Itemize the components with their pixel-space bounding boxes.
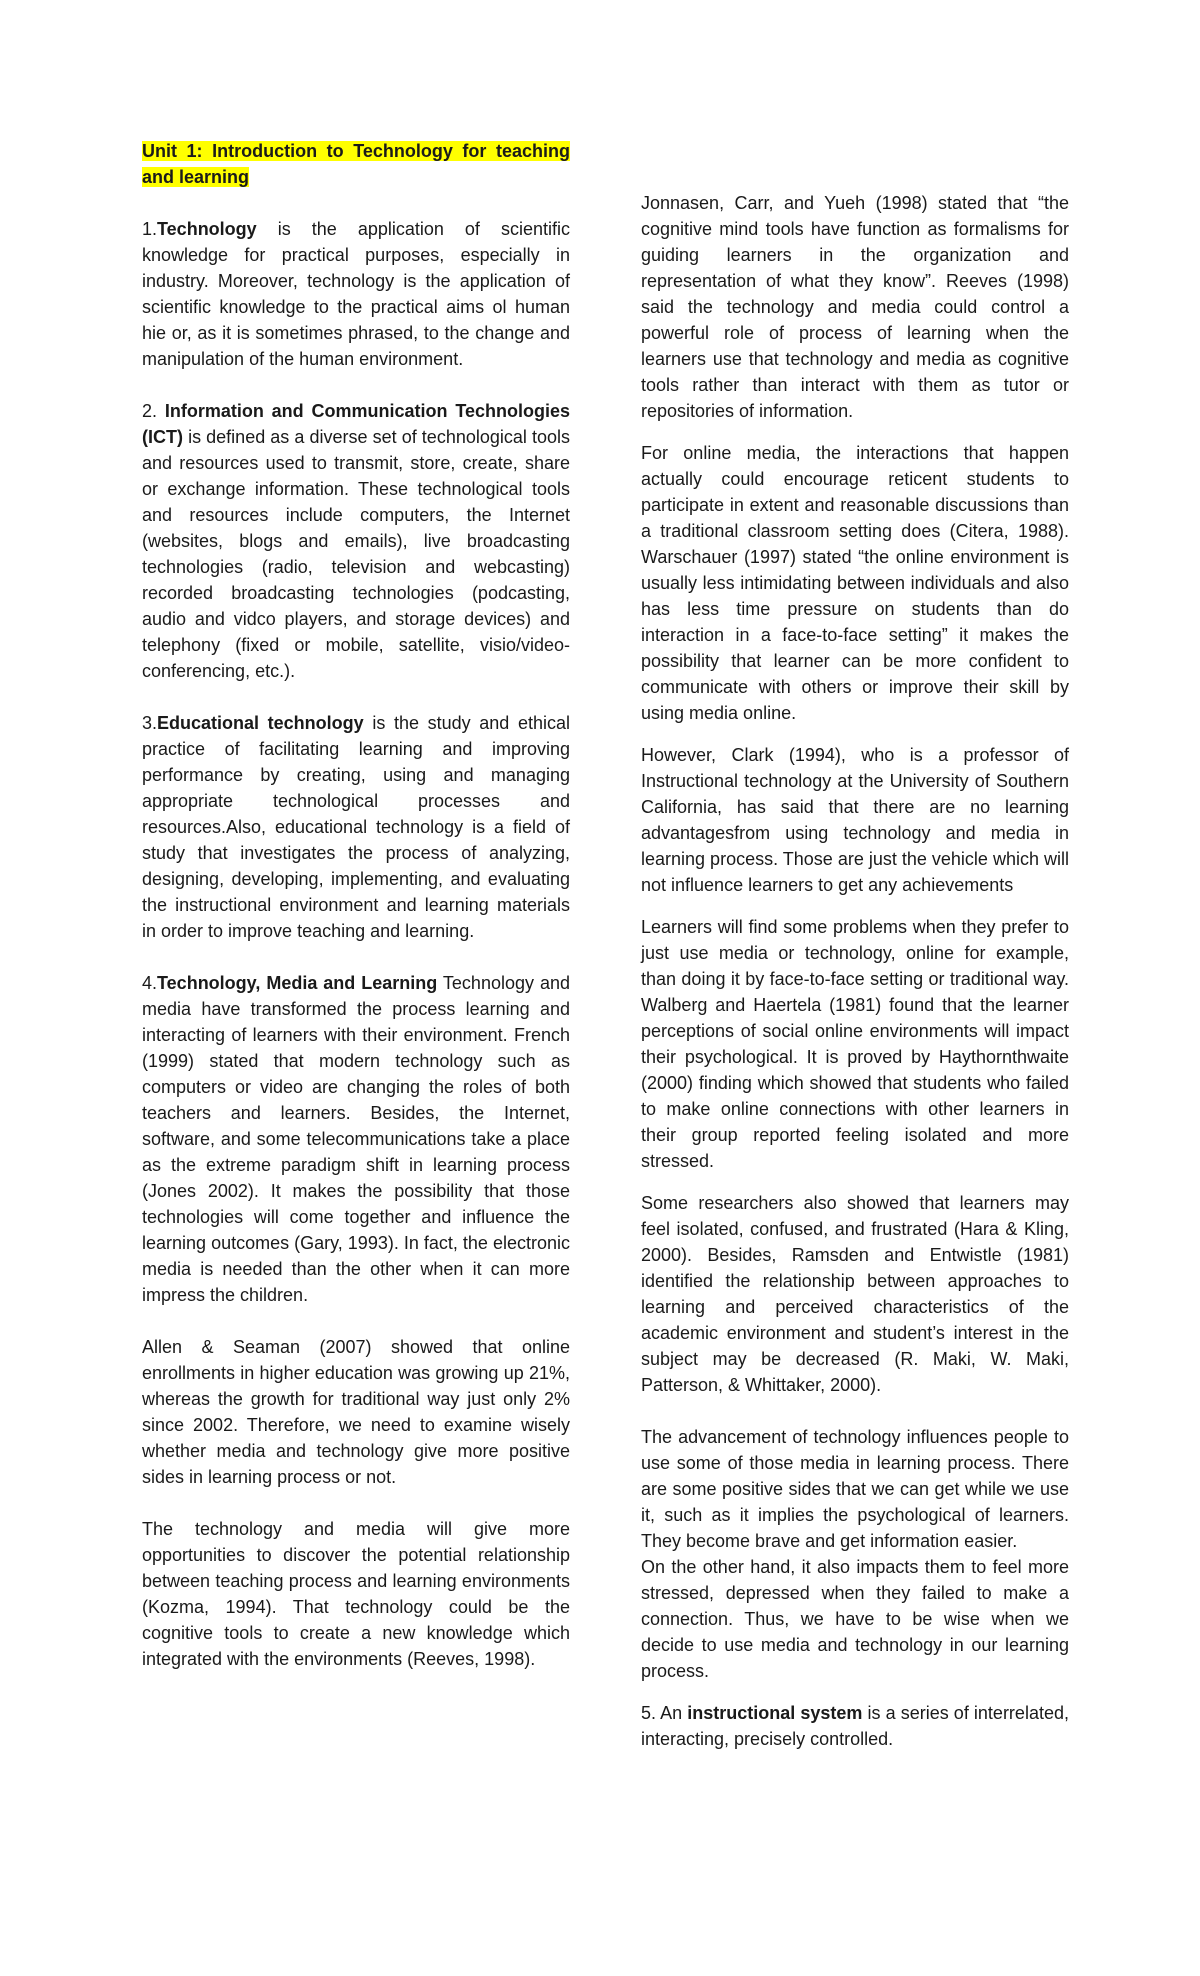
section-body: is the application of scientific knowledge for practical purposes, especially in industry. Moreover, technology is the application of scientific knowledge to the practical aims ol human hie or, as it is sometimes phrased, to the change and manipulation of the human environment. <box>142 219 570 369</box>
section-technology-media-learning <box>142 970 570 1308</box>
section-term: instructional system <box>687 1703 863 1723</box>
section-term: Technology <box>157 219 257 239</box>
section-ict <box>142 398 570 684</box>
section-number: 2. <box>142 401 165 421</box>
section-number: 5. An <box>641 1703 688 1723</box>
section-number: 3. <box>142 713 158 733</box>
paragraph-online-media: For online media, the interactions that happen actually could encourage reticent students to participate in extent and reasonable discussions than a traditional classroom setting does (Citera, 1988). Warschauer (1997) stated “the online environment is usually less intimidating between individuals and also has less time pressure on students than do interaction in a face-to-face setting” it makes the possibility that learner can be more confident to communicate with others or improve their skill by using media online. <box>641 443 1069 723</box>
section-body: Technology and media have transformed the process learning and interacting of learners with their environment. French (1999) stated that modern technology such as computers or video are changing the roles of both teachers and learners. Besides, the Internet, software, and some telecommunications take a place as the extreme paradigm shift in learning process (Jones 2002). It makes the possibility that those technologies will come together and influence the learning outcomes (Gary, 1993). In fact, the electronic media is needed than the other when it can more impress the children. <box>142 973 570 1305</box>
unit-title-highlight: Unit 1: Introduction to Technology for teaching and learning <box>142 141 570 187</box>
right-column <box>641 190 1069 1752</box>
section-body: is defined as a diverse set of technological tools and resources used to transmit, store, create, share or exchange information. These technological tools and resources include computers, the Internet (websites, blogs and emails), live broadcasting technologies (radio, television and webcasting) recorded broadcasting technologies (podcasting, audio and vidco players, and storage devices) and telephony (fixed or mobile, satellite, visio/video-conferencing, etc.). <box>142 427 570 681</box>
left-column <box>142 138 570 1672</box>
paragraph-kozma: The technology and media will give more opportunities to discover the potential relationship between teaching process and learning environments (Kozma, 1994). That technology could be the cognitive tools to create a new knowledge which integrated with the environments (Reeves, 1998). <box>142 1519 570 1669</box>
paragraph-learner-problems: Learners will find some problems when they prefer to just use media or technology, online for example, than doing it by face-to-face setting or traditional way. Walberg and Haertela (1981) found that the learner perceptions of social online environments will impact their psychological. It is proved by Haythornthwaite (2000) finding which showed that students who failed to make online connections with other learners in their group reported feeling isolated and more stressed. <box>641 917 1069 1171</box>
section-term: Educational technology <box>157 713 364 733</box>
paragraph-clark: However, Clark (1994), who is a professor of Instructional technology at the University of Southern California, has said that there are no learning advantagesfrom using technology and media in learning process. Those are just the vehicle which will not influence learners to get any achievements <box>641 745 1069 895</box>
paragraph-other-hand: On the other hand, it also impacts them to feel more stressed, depressed when they failed to make a connection. Thus, we have to be wise when we decide to use media and technology in our learning process. <box>641 1557 1069 1681</box>
section-number: 4. <box>142 973 158 993</box>
section-educational-technology <box>142 710 570 944</box>
section-body: is the study and ethical practice of facilitating learning and improving performance by creating, using and managing appropriate technological processes and resources.Also, educational technology is a field of study that investigates the process of analyzing, designing, developing, implementing, and evaluating the instructional environment and learning materials in order to improve teaching and learning. <box>142 713 570 941</box>
paragraph-researchers: Some researchers also showed that learners may feel isolated, confused, and frustrated (Hara & Kling, 2000). Besides, Ramsden and Entwistle (1981) identified the relationship between approaches to learning and perceived characteristics of the academic environment and student’s interest in the subject may be decreased (R. Maki, W. Maki, Patterson, & Whittaker, 2000). <box>641 1193 1069 1395</box>
section-term: Information and Communication Technologies (ICT) <box>142 401 570 447</box>
paragraph-jonnasen: Jonnasen, Carr, and Yueh (1998) stated that “the cognitive mind tools have function as formalisms for guiding learners in the organization and representation of what they know”. Reeves (1998) said the technology and media could control a powerful role of process of learning when the learners use that technology and media as cognitive tools rather than interact with them as tutor or repositories of information. <box>641 193 1069 421</box>
section-technology <box>142 216 570 372</box>
unit-title <box>142 138 570 190</box>
paragraph-advancement: The advancement of technology influences people to use some of those media in learning process. There are some positive sides that we can get while we use it, such as it implies the psychological of learners. They become brave and get information easier. <box>641 1427 1069 1551</box>
paragraph-allen-seaman: Allen & Seaman (2007) showed that online enrollments in higher education was growing up 21%, whereas the growth for traditional way just only 2% since 2002. Therefore, we need to examine wisely whether media and technology give more positive sides in learning process or not. <box>142 1337 570 1487</box>
section-number: 1. <box>142 219 158 239</box>
section-term: Technology, Media and Learning <box>157 973 438 993</box>
section-body: is a series of interrelated, interacting, precisely controlled. <box>641 1703 1069 1749</box>
section-instructional-system <box>641 1700 1069 1752</box>
